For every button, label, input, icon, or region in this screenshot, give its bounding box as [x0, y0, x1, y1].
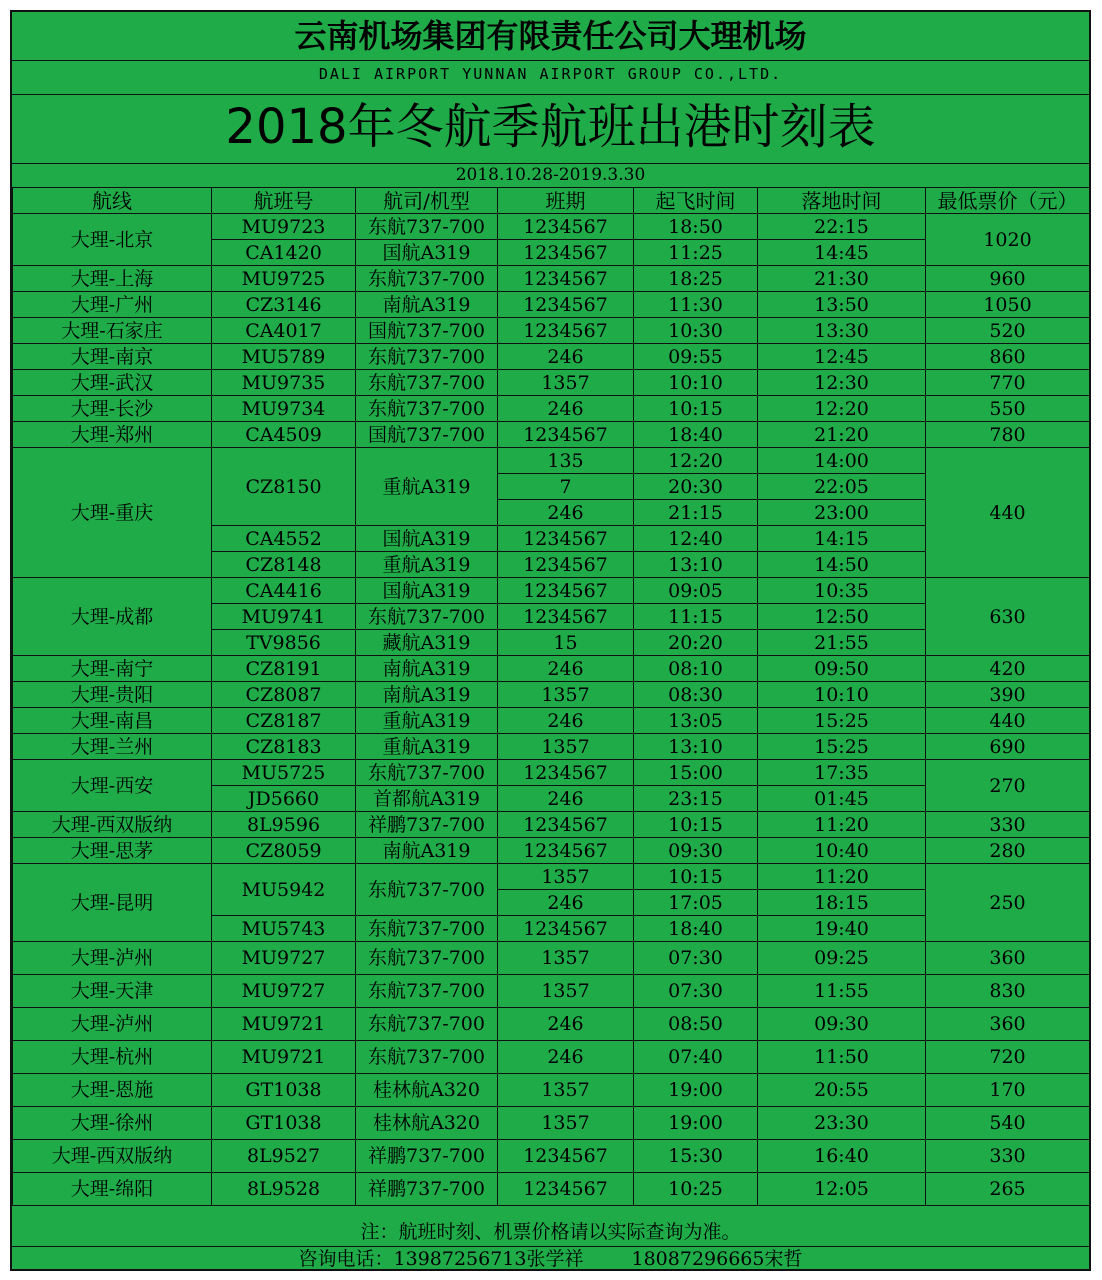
- price-cell: 270: [926, 760, 1090, 812]
- table-row: [13, 1041, 1090, 1074]
- column-header-departure: 起飞时间: [634, 188, 758, 214]
- aircraft-cell: 东航737-700: [356, 266, 498, 292]
- table-row: [13, 578, 1090, 604]
- departure-time-cell: 20:30: [634, 474, 758, 500]
- arrival-time-cell: 21:55: [758, 630, 926, 656]
- route-cell: 大理-西双版纳: [13, 812, 212, 838]
- flight-number-cell: GT1038: [212, 1107, 356, 1140]
- flight-number-cell: CZ8191: [212, 656, 356, 682]
- route-cell: 大理-南昌: [13, 708, 212, 734]
- days-cell: 1234567: [498, 916, 634, 942]
- arrival-time-cell: 14:00: [758, 448, 926, 474]
- days-cell: 246: [498, 1041, 634, 1074]
- departure-time-cell: 23:15: [634, 786, 758, 812]
- price-cell: 360: [926, 1008, 1090, 1041]
- price-cell: 360: [926, 942, 1090, 975]
- flight-number-cell: CZ8187: [212, 708, 356, 734]
- arrival-time-cell: 13:30: [758, 318, 926, 344]
- flight-number-cell: CA4416: [212, 578, 356, 604]
- days-cell: 1234567: [498, 1140, 634, 1173]
- departure-time-cell: 10:25: [634, 1173, 758, 1206]
- departure-time-cell: 08:50: [634, 1008, 758, 1041]
- price-cell: 440: [926, 708, 1090, 734]
- route-cell: 大理-重庆: [13, 448, 212, 578]
- table-row: [13, 708, 1090, 734]
- arrival-time-cell: 12:50: [758, 604, 926, 630]
- days-cell: 246: [498, 890, 634, 916]
- departure-time-cell: 10:15: [634, 864, 758, 890]
- table-row: [13, 760, 1090, 786]
- departure-time-cell: 15:00: [634, 760, 758, 786]
- flight-number-cell: CZ8148: [212, 552, 356, 578]
- arrival-time-cell: 11:55: [758, 975, 926, 1008]
- aircraft-cell: 东航737-700: [356, 344, 498, 370]
- flight-number-cell: 8L9527: [212, 1140, 356, 1173]
- days-cell: 246: [498, 344, 634, 370]
- aircraft-cell: 南航A319: [356, 656, 498, 682]
- route-cell: 大理-贵阳: [13, 682, 212, 708]
- departure-time-cell: 17:05: [634, 890, 758, 916]
- flight-number-cell: CZ8150: [212, 448, 356, 526]
- flight-number-cell: MU9735: [212, 370, 356, 396]
- route-cell: 大理-泸州: [13, 942, 212, 975]
- table-row: [13, 370, 1090, 396]
- column-header-flight: 航班号: [212, 188, 356, 214]
- aircraft-cell: 国航737-700: [356, 318, 498, 344]
- flight-number-cell: MU5942: [212, 864, 356, 916]
- route-cell: 大理-北京: [13, 214, 212, 266]
- departure-time-cell: 15:30: [634, 1140, 758, 1173]
- column-header-price: 最低票价（元）: [926, 188, 1090, 214]
- aircraft-cell: 祥鹏737-700: [356, 1140, 498, 1173]
- arrival-time-cell: 18:15: [758, 890, 926, 916]
- departure-time-cell: 08:30: [634, 682, 758, 708]
- aircraft-cell: 东航737-700: [356, 760, 498, 786]
- route-cell: 大理-西双版纳: [13, 1140, 212, 1173]
- aircraft-cell: 东航737-700: [356, 1008, 498, 1041]
- arrival-time-cell: 10:10: [758, 682, 926, 708]
- days-cell: 1234567: [498, 812, 634, 838]
- departure-time-cell: 08:10: [634, 656, 758, 682]
- flight-number-cell: MU9734: [212, 396, 356, 422]
- route-cell: 大理-石家庄: [13, 318, 212, 344]
- days-cell: 246: [498, 500, 634, 526]
- arrival-time-cell: 09:50: [758, 656, 926, 682]
- aircraft-cell: 南航A319: [356, 838, 498, 864]
- price-cell: 1020: [926, 214, 1090, 266]
- price-cell: 390: [926, 682, 1090, 708]
- arrival-time-cell: 19:40: [758, 916, 926, 942]
- flight-number-cell: CA1420: [212, 240, 356, 266]
- schedule-period: 2018.10.28-2019.3.30: [12, 163, 1089, 188]
- price-cell: 170: [926, 1074, 1090, 1107]
- route-cell: 大理-绵阳: [13, 1173, 212, 1206]
- aircraft-cell: 重航A319: [356, 552, 498, 578]
- departure-time-cell: 07:30: [634, 942, 758, 975]
- route-cell: 大理-南宁: [13, 656, 212, 682]
- table-body: [13, 214, 1090, 1206]
- aircraft-cell: 南航A319: [356, 292, 498, 318]
- arrival-time-cell: 16:40: [758, 1140, 926, 1173]
- arrival-time-cell: 12:05: [758, 1173, 926, 1206]
- aircraft-cell: 首都航A319: [356, 786, 498, 812]
- price-cell: 520: [926, 318, 1090, 344]
- arrival-time-cell: 17:35: [758, 760, 926, 786]
- aircraft-cell: 重航A319: [356, 708, 498, 734]
- flight-number-cell: CA4552: [212, 526, 356, 552]
- flight-number-cell: JD5660: [212, 786, 356, 812]
- days-cell: 1234567: [498, 838, 634, 864]
- arrival-time-cell: 10:35: [758, 578, 926, 604]
- flight-number-cell: MU9727: [212, 975, 356, 1008]
- departure-time-cell: 13:05: [634, 708, 758, 734]
- flight-number-cell: MU9721: [212, 1041, 356, 1074]
- column-header-days: 班期: [498, 188, 634, 214]
- days-cell: 246: [498, 656, 634, 682]
- days-cell: 1234567: [498, 214, 634, 240]
- route-cell: 大理-昆明: [13, 864, 212, 942]
- arrival-time-cell: 20:55: [758, 1074, 926, 1107]
- departure-time-cell: 18:25: [634, 266, 758, 292]
- schedule-sheet: [10, 10, 1091, 1271]
- days-cell: 1234567: [498, 760, 634, 786]
- aircraft-cell: 东航737-700: [356, 916, 498, 942]
- aircraft-cell: 东航737-700: [356, 975, 498, 1008]
- days-cell: 1234567: [498, 318, 634, 344]
- arrival-time-cell: 11:20: [758, 864, 926, 890]
- days-cell: 246: [498, 786, 634, 812]
- aircraft-cell: 东航737-700: [356, 1041, 498, 1074]
- arrival-time-cell: 11:50: [758, 1041, 926, 1074]
- route-cell: 大理-杭州: [13, 1041, 212, 1074]
- departure-time-cell: 07:40: [634, 1041, 758, 1074]
- days-cell: 1234567: [498, 526, 634, 552]
- departure-time-cell: 09:05: [634, 578, 758, 604]
- price-cell: 770: [926, 370, 1090, 396]
- days-cell: 1234567: [498, 422, 634, 448]
- price-cell: 720: [926, 1041, 1090, 1074]
- departure-time-cell: 20:20: [634, 630, 758, 656]
- departure-time-cell: 12:40: [634, 526, 758, 552]
- route-cell: 大理-恩施: [13, 1074, 212, 1107]
- arrival-time-cell: 10:40: [758, 838, 926, 864]
- days-cell: 1357: [498, 1074, 634, 1107]
- table-row: [13, 812, 1090, 838]
- flight-number-cell: 8L9596: [212, 812, 356, 838]
- price-cell: 830: [926, 975, 1090, 1008]
- arrival-time-cell: 23:30: [758, 1107, 926, 1140]
- days-cell: 15: [498, 630, 634, 656]
- price-cell: 550: [926, 396, 1090, 422]
- departure-time-cell: 10:15: [634, 396, 758, 422]
- table-header-row: [13, 188, 1090, 214]
- route-cell: 大理-长沙: [13, 396, 212, 422]
- table-row: [13, 214, 1090, 240]
- table-row: [13, 422, 1090, 448]
- departure-time-cell: 21:15: [634, 500, 758, 526]
- table-row: [13, 1008, 1090, 1041]
- days-cell: 1357: [498, 370, 634, 396]
- days-cell: 1357: [498, 734, 634, 760]
- aircraft-cell: 东航737-700: [356, 604, 498, 630]
- flight-number-cell: GT1038: [212, 1074, 356, 1107]
- price-cell: 630: [926, 578, 1090, 656]
- contact-phone-1: 13987256713张学祥: [393, 1248, 584, 1270]
- price-cell: 860: [926, 344, 1090, 370]
- days-cell: 246: [498, 708, 634, 734]
- aircraft-cell: 东航737-700: [356, 370, 498, 396]
- flight-number-cell: CA4509: [212, 422, 356, 448]
- flight-number-cell: MU9741: [212, 604, 356, 630]
- aircraft-cell: 重航A319: [356, 448, 498, 526]
- price-cell: 330: [926, 812, 1090, 838]
- table-row: [13, 975, 1090, 1008]
- route-cell: 大理-武汉: [13, 370, 212, 396]
- departure-time-cell: 18:40: [634, 916, 758, 942]
- arrival-time-cell: 13:50: [758, 292, 926, 318]
- departure-time-cell: 12:20: [634, 448, 758, 474]
- route-cell: 大理-泸州: [13, 1008, 212, 1041]
- arrival-time-cell: 11:20: [758, 812, 926, 838]
- days-cell: 1234567: [498, 552, 634, 578]
- arrival-time-cell: 14:45: [758, 240, 926, 266]
- departure-time-cell: 18:50: [634, 214, 758, 240]
- route-cell: 大理-思茅: [13, 838, 212, 864]
- departure-time-cell: 09:30: [634, 838, 758, 864]
- route-cell: 大理-兰州: [13, 734, 212, 760]
- arrival-time-cell: 14:50: [758, 552, 926, 578]
- days-cell: 1357: [498, 682, 634, 708]
- departure-time-cell: 07:30: [634, 975, 758, 1008]
- arrival-time-cell: 15:25: [758, 708, 926, 734]
- days-cell: 1357: [498, 975, 634, 1008]
- aircraft-cell: 藏航A319: [356, 630, 498, 656]
- departure-time-cell: 10:15: [634, 812, 758, 838]
- aircraft-cell: 国航A319: [356, 526, 498, 552]
- flight-number-cell: MU9725: [212, 266, 356, 292]
- price-cell: 780: [926, 422, 1090, 448]
- route-cell: 大理-成都: [13, 578, 212, 656]
- arrival-time-cell: 09:30: [758, 1008, 926, 1041]
- column-header-aircraft: 航司/机型: [356, 188, 498, 214]
- departure-time-cell: 19:00: [634, 1107, 758, 1140]
- aircraft-cell: 桂林航A320: [356, 1107, 498, 1140]
- price-cell: 540: [926, 1107, 1090, 1140]
- table-row: [13, 1107, 1090, 1140]
- aircraft-cell: 祥鹏737-700: [356, 812, 498, 838]
- flight-number-cell: MU9727: [212, 942, 356, 975]
- days-cell: 1357: [498, 864, 634, 890]
- arrival-time-cell: 14:15: [758, 526, 926, 552]
- departure-time-cell: 13:10: [634, 734, 758, 760]
- days-cell: 1234567: [498, 578, 634, 604]
- price-cell: 265: [926, 1173, 1090, 1206]
- table-row: [13, 1173, 1090, 1206]
- flight-number-cell: MU5725: [212, 760, 356, 786]
- flight-number-cell: 8L9528: [212, 1173, 356, 1206]
- flight-number-cell: CZ3146: [212, 292, 356, 318]
- aircraft-cell: 南航A319: [356, 682, 498, 708]
- departure-time-cell: 11:30: [634, 292, 758, 318]
- aircraft-cell: 国航737-700: [356, 422, 498, 448]
- arrival-time-cell: 21:20: [758, 422, 926, 448]
- days-cell: 246: [498, 396, 634, 422]
- route-cell: 大理-广州: [13, 292, 212, 318]
- days-cell: 1234567: [498, 292, 634, 318]
- flight-schedule-table: [12, 187, 1090, 1206]
- table-row: [13, 734, 1090, 760]
- route-cell: 大理-天津: [13, 975, 212, 1008]
- departure-time-cell: 09:55: [634, 344, 758, 370]
- arrival-time-cell: 15:25: [758, 734, 926, 760]
- departure-time-cell: 18:40: [634, 422, 758, 448]
- flight-number-cell: MU9723: [212, 214, 356, 240]
- aircraft-cell: 祥鹏737-700: [356, 1173, 498, 1206]
- column-header-route: 航线: [13, 188, 212, 214]
- flight-number-cell: MU5743: [212, 916, 356, 942]
- days-cell: 7: [498, 474, 634, 500]
- days-cell: 1357: [498, 942, 634, 975]
- footer-note: 注：航班时刻、机票价格请以实际查询为准。: [360, 1221, 741, 1243]
- flight-number-cell: MU5789: [212, 344, 356, 370]
- price-cell: 690: [926, 734, 1090, 760]
- price-cell: 280: [926, 838, 1090, 864]
- flight-number-cell: CZ8087: [212, 682, 356, 708]
- table-row: [13, 318, 1090, 344]
- arrival-time-cell: 23:00: [758, 500, 926, 526]
- aircraft-cell: 国航A319: [356, 578, 498, 604]
- contact-phone-2: 18087296665宋哲: [631, 1248, 803, 1270]
- route-cell: 大理-郑州: [13, 422, 212, 448]
- days-cell: 135: [498, 448, 634, 474]
- arrival-time-cell: 12:45: [758, 344, 926, 370]
- aircraft-cell: 东航737-700: [356, 864, 498, 916]
- price-cell: 1050: [926, 292, 1090, 318]
- days-cell: 1234567: [498, 240, 634, 266]
- table-row: [13, 396, 1090, 422]
- arrival-time-cell: 01:45: [758, 786, 926, 812]
- table-row: [13, 838, 1090, 864]
- table-row: [13, 266, 1090, 292]
- route-cell: 大理-西安: [13, 760, 212, 812]
- aircraft-cell: 东航737-700: [356, 214, 498, 240]
- aircraft-cell: 东航737-700: [356, 396, 498, 422]
- table-row: [13, 942, 1090, 975]
- aircraft-cell: 桂林航A320: [356, 1074, 498, 1107]
- contact-label: 咨询电话：: [298, 1248, 394, 1270]
- table-row: [13, 864, 1090, 890]
- price-cell: 960: [926, 266, 1090, 292]
- departure-time-cell: 11:15: [634, 604, 758, 630]
- route-cell: 大理-上海: [13, 266, 212, 292]
- price-cell: 330: [926, 1140, 1090, 1173]
- company-name-cn: 云南机场集团有限责任公司大理机场: [12, 12, 1089, 61]
- table-row: [13, 1140, 1090, 1173]
- price-cell: 420: [926, 656, 1090, 682]
- days-cell: 246: [498, 1008, 634, 1041]
- price-cell: 250: [926, 864, 1090, 942]
- flight-number-cell: CA4017: [212, 318, 356, 344]
- departure-time-cell: 10:10: [634, 370, 758, 396]
- departure-time-cell: 11:25: [634, 240, 758, 266]
- departure-time-cell: 19:00: [634, 1074, 758, 1107]
- aircraft-cell: 国航A319: [356, 240, 498, 266]
- column-header-arrival: 落地时间: [758, 188, 926, 214]
- days-cell: 1234567: [498, 604, 634, 630]
- flight-number-cell: TV9856: [212, 630, 356, 656]
- days-cell: 1357: [498, 1107, 634, 1140]
- company-name-en: DALI AIRPORT YUNNAN AIRPORT GROUP CO.,LTD.: [12, 60, 1089, 95]
- table-row: [13, 656, 1090, 682]
- route-cell: 大理-徐州: [13, 1107, 212, 1140]
- arrival-time-cell: 22:05: [758, 474, 926, 500]
- arrival-time-cell: 21:30: [758, 266, 926, 292]
- days-cell: 1234567: [498, 1173, 634, 1206]
- aircraft-cell: 东航737-700: [356, 942, 498, 975]
- arrival-time-cell: 22:15: [758, 214, 926, 240]
- table-row: [13, 292, 1090, 318]
- arrival-time-cell: 09:25: [758, 942, 926, 975]
- flight-number-cell: CZ8059: [212, 838, 356, 864]
- table-row: [13, 344, 1090, 370]
- footer-contact: [12, 1246, 1089, 1272]
- days-cell: 1234567: [498, 266, 634, 292]
- flight-number-cell: MU9721: [212, 1008, 356, 1041]
- route-cell: 大理-南京: [13, 344, 212, 370]
- aircraft-cell: 重航A319: [356, 734, 498, 760]
- arrival-time-cell: 12:20: [758, 396, 926, 422]
- table-row: [13, 448, 1090, 474]
- departure-time-cell: 13:10: [634, 552, 758, 578]
- flight-number-cell: CZ8183: [212, 734, 356, 760]
- price-cell: 440: [926, 448, 1090, 578]
- arrival-time-cell: 12:30: [758, 370, 926, 396]
- table-row: [13, 1074, 1090, 1107]
- table-row: [13, 682, 1090, 708]
- departure-time-cell: 10:30: [634, 318, 758, 344]
- page-title: 2018年冬航季航班出港时刻表: [12, 94, 1089, 164]
